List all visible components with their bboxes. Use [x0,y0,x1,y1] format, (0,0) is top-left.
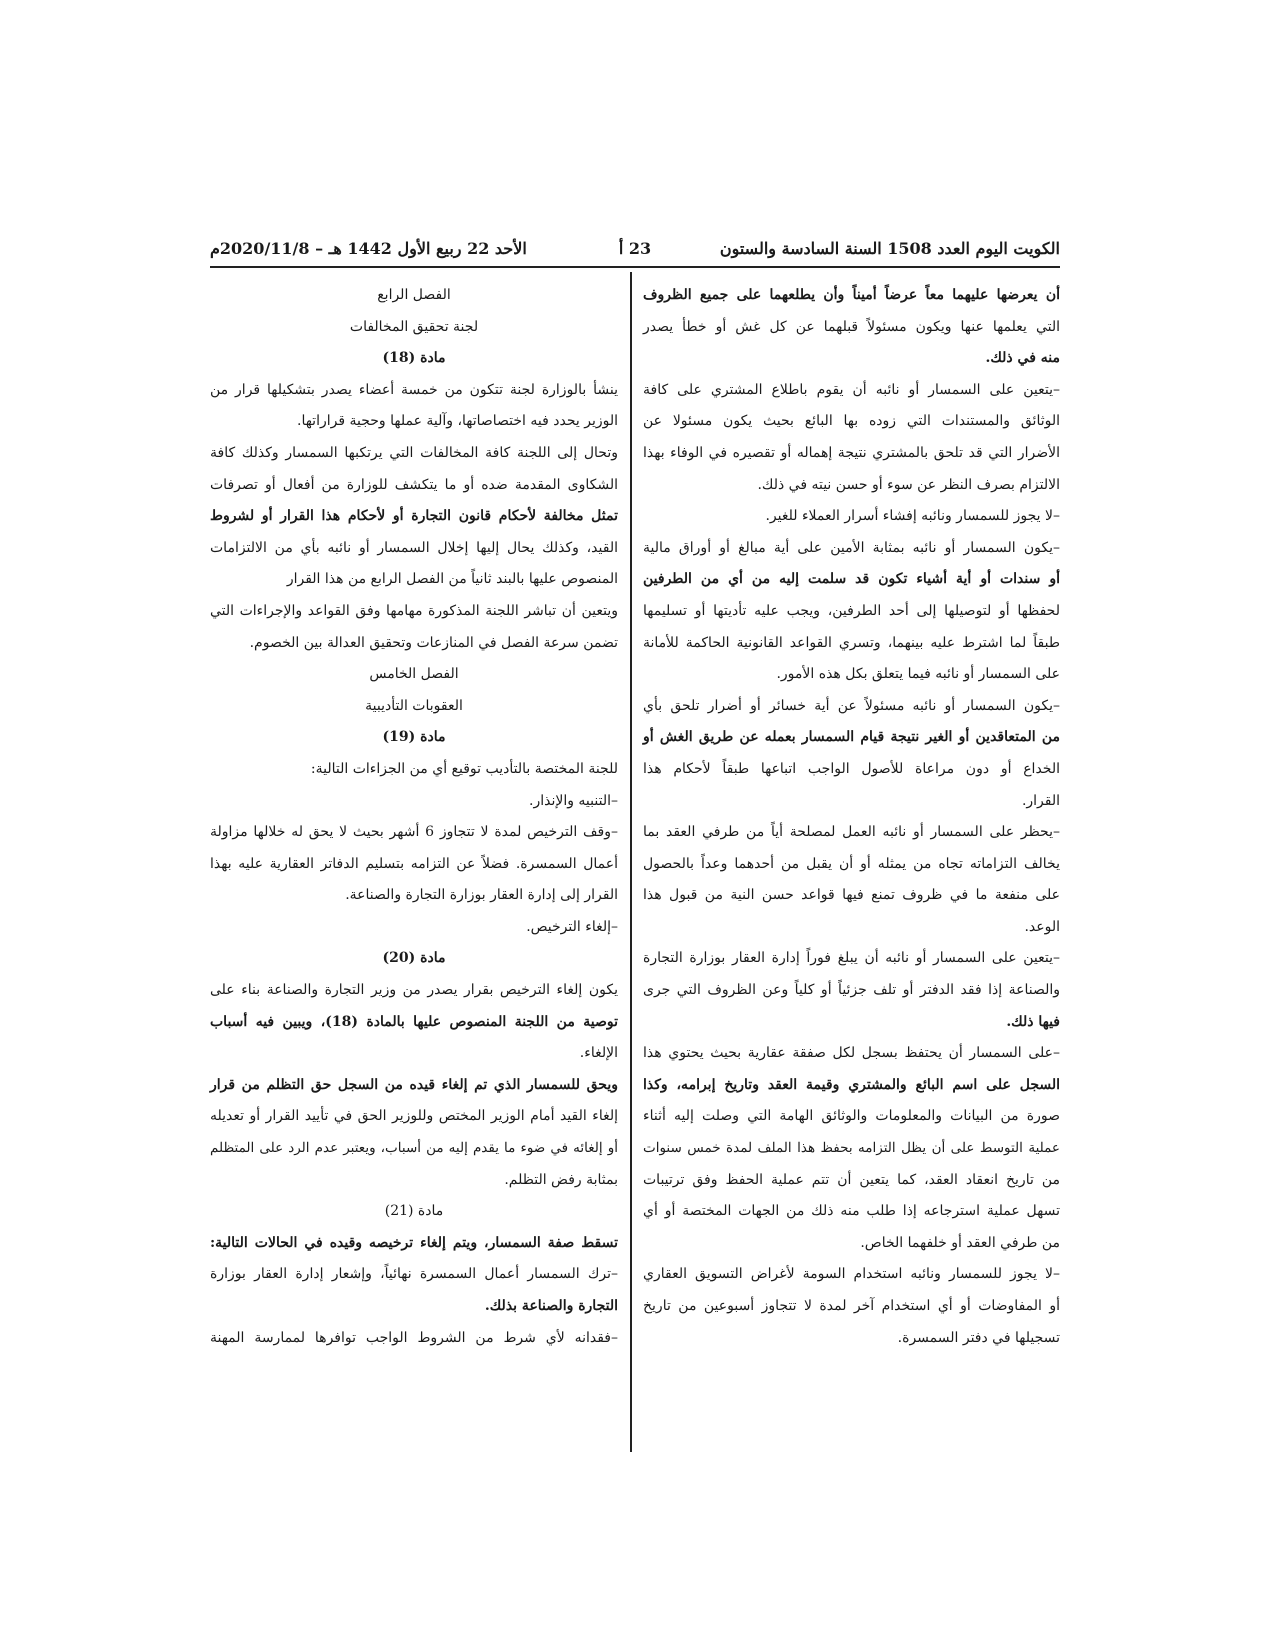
text-line: مادة (21) [384,1203,444,1220]
text-line: –التنبيه والإنذار. [529,792,618,809]
text-line: على منفعة ما في ظروف تمنع فيها قواعد حسن النية من قبول هذا [643,887,1060,904]
text-line: عملية التوسط على أن يظل التزامه بحفظ هذا الملف لمدة خمس سنوات [643,1140,1060,1157]
text-line: ويتعين أن تباشر اللجنة المذكورة مهامها وفق القواعد والإجراءات التي [210,602,618,619]
text-line: تسقط صفة السمسار، ويتم إلغاء ترخيصه وقيده في الحالات التالية: [210,1234,618,1251]
page-number: 23 أ [618,239,652,258]
text-line: التي يعلمها عنها ويكون مسئولاً قبلهما عن كل غش أو خطأ يصدر [643,318,1060,335]
text-line: الأضرار التي قد تلحق بالمشتري نتيجة إهماله أو تقصيره في الوفاء بهذا [643,444,1060,461]
text-line: على السمسار أو نائبه فيما يتعلق بكل هذه الأمور. [776,666,1060,683]
text-line: من طرفي العقد أو خلفهما الخاص. [860,1234,1060,1251]
text-line: مادة (19) [382,729,446,746]
text-line: يكون إلغاء الترخيص بقرار يصدر من وزير التجارة والصناعة بناء على [210,982,618,999]
text-line: الإلغاء. [579,1045,618,1062]
text-line: الوزير يحدد فيه اختصاصاتها، وآلية عملها وحجية قراراتها. [297,413,618,430]
text-line: أو سندات أو أية أشياء تكون قد سلمت إليه من أي من الطرفين [643,571,1060,588]
text-line: أو إلغائه في ضوء ما يقدم إليه من أسباب، ويعتبر عدم الرد على المتظلم [210,1140,618,1157]
text-line: للجنة المختصة بالتأديب توقيع أي من الجزاءات التالية: [310,760,618,777]
text-line: العقوبات التأديبية [365,697,463,714]
text-line: الوعد. [1024,918,1060,935]
text-line: توصية من اللجنة المنصوص عليها بالمادة (18)، ويبين فيه أسباب [210,1013,618,1030]
text-line: تسهل عملية استرجاعه إذا طلب منه ذلك من الجهات المختصة أو أي [643,1203,1060,1220]
text-line: وتحال إلى اللجنة كافة المخالفات التي يرتكبها السمسار وكذلك كافة [210,444,618,461]
text-line: إلغاء القيد أمام الوزير المختص وللوزير الحق في تأييد القرار أو تعديله [210,1108,618,1125]
text-line: من تاريخ انعقاد العقد، كما يتعين أن تتم عملية الحفظ وفق ترتيبات [643,1171,1060,1188]
text-line: أو المفاوضات أو أي استخدام آخر لمدة لا تتجاوز أسبوعين من تاريخ [643,1298,1060,1314]
left-column [210,280,618,1354]
text-line: السجل على اسم البائع والمشتري وقيمة العقد وتاريخ إبرامه، وكذا [643,1076,1060,1093]
text-line: –يتعين على السمسار أو نائبه أن يقوم باطلاع المشتري على كافة [643,381,1060,398]
text-line: –على السمسار أن يحتفظ بسجل لكل صفقة عقارية بحيث يحتوي هذا [643,1045,1060,1062]
text-line: والصناعة إذا فقد الدفتر أو تلف جزئياً أو كلياً وعن الظروف التي جرى [643,982,1060,999]
text-line: أن يعرضها عليهما معاً عرضاً أميناً وأن يطلعهما على جميع الظروف [643,287,1060,303]
text-line: الخداع أو دون مراعاة للأصول الواجب اتباعها طبقاً لأحكام هذا [643,760,1060,777]
column-divider [630,272,632,1452]
text-line: ويحق للسمسار الذي تم إلغاء قيده من السجل حق التظلم من قرار [210,1076,618,1093]
text-line: لجنة تحقيق المخالفات [349,318,479,335]
text-line: بمثابة رفض التظلم. [504,1171,618,1188]
text-line: –يكون السمسار أو نائبه مسئولاً عن أية خسائر أو أضرار تلحق بأي [643,697,1060,714]
text-line: –وقف الترخيص لمدة لا تتجاوز 6 أشهر بحيث لا يحق له خلالها مزاولة [210,824,618,841]
gazette-issue: الكويت اليوم العدد 1508 السنة السادسة والستون [719,239,1060,258]
text-line: مادة (20) [382,950,446,967]
text-line: –فقدانه لأي شرط من الشروط الواجب توافرها لممارسة المهنة [210,1329,618,1346]
text-line: مادة (18) [382,350,446,367]
header-rule [210,266,1060,268]
text-line: –يتعين على السمسار أو نائبه أن يبلغ فوراً إدارة العقار بوزارة التجارة [643,950,1060,967]
text-line: أعمال السمسرة. فضلاً عن التزامه بتسليم الدفاتر العقارية عليه بهذا [210,855,618,872]
text-line: منه في ذلك. [985,350,1060,367]
text-line: فيها ذلك. [1006,1013,1060,1030]
text-line: –يحظر على السمسار أو نائبه العمل لمصلحة أياً من طرفي العقد بما [643,824,1060,841]
text-line: تسجيلها في دفتر السمسرة. [897,1329,1060,1346]
text-line: الفصل الخامس [369,666,459,683]
text-line: طبقاً لما اشترط عليه بينهما، وتسري القواعد القانونية الحاكمة للأمانة [643,634,1060,651]
text-line: صورة من البيانات والمعلومات والوثائق الهامة التي وصلت إليه أثناء [643,1108,1060,1125]
page-header [210,239,1060,265]
text-line: المنصوص عليها بالبند ثانياً من الفصل الرابع من هذا القرار [286,571,618,588]
text-line: الشكاوى المقدمة ضده أو ما يتكشف للوزارة من أفعال أو تصرفات [210,476,618,493]
text-line: الالتزام بصرف النظر عن سوء أو حسن نيته في ذلك. [757,476,1060,493]
text-line: التجارة والصناعة بذلك. [484,1298,618,1314]
text-line: –يكون السمسار أو نائبه بمثابة الأمين على أية مبالغ أو أوراق مالية [643,539,1060,556]
text-line: من المتعاقدين أو الغير نتيجة قيام السمسار بعمله عن طريق الغش أو [643,729,1060,746]
text-line: تضمن سرعة الفصل في المنازعات وتحقيق العدالة بين الخصوم. [249,634,618,651]
text-line: الوثائق والمستندات التي زوده بها البائع بحيث يكون مسئولا عن [643,413,1060,430]
text-line: القرار إلى إدارة العقار بوزارة التجارة والصناعة. [345,887,618,904]
text-line: لحفظها أو لتوصيلها إلى أحد الطرفين، ويجب عليه تأديتها أو تسليمها [643,602,1060,619]
text-line: ينشأ بالوزارة لجنة تتكون من خمسة أعضاء يصدر بتشكيلها قرار من [210,381,618,398]
text-line: –إلغاء الترخيص. [526,918,618,935]
right-column [643,280,1060,1354]
text-line: –ترك السمسار أعمال السمسرة نهائياً، وإشعار إدارة العقار بوزارة [210,1266,618,1283]
issue-date: الأحد 22 ربيع الأول 1442 هـ – 2020/11/8م [210,239,527,258]
text-line: القيد، وكذلك يحال إليها إخلال السمسار أو نائبه بأي من الالتزامات [210,539,618,556]
text-line: –لا يجوز للسمسار ونائبه إفشاء أسرار العملاء للغير. [765,508,1060,525]
text-line: –لا يجوز للسمسار ونائبه استخدام السومة لأغراض التسويق العقاري [643,1266,1060,1283]
text-line: تمثل مخالفة لأحكام قانون التجارة أو لأحكام هذا القرار أو لشروط [210,508,618,525]
text-line: يخالف التزاماته تجاه من يمثله أو أن يقبل من أحدهما وعداً بالحصول [643,855,1060,872]
text-line: الفصل الرابع [377,287,451,303]
text-line: القرار. [1021,792,1060,809]
